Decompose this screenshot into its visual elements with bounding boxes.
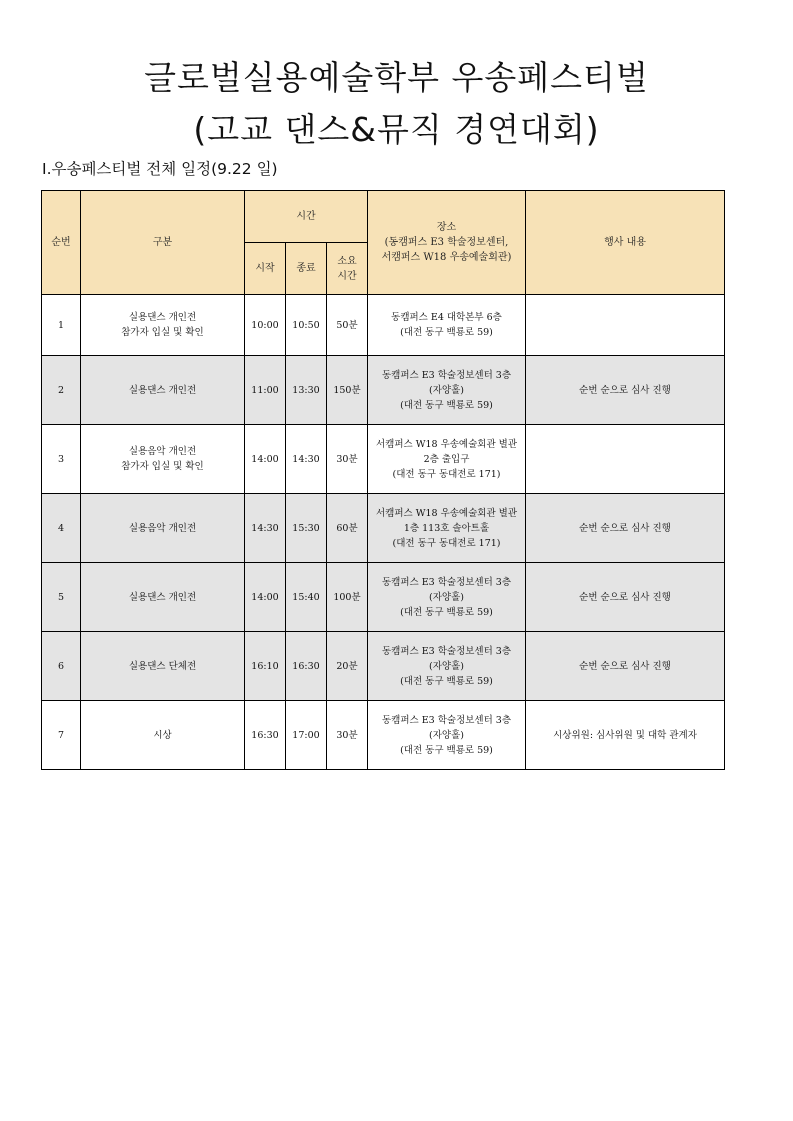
cell-duration: 60분 — [327, 494, 368, 563]
place-line: (자양홀) — [429, 729, 464, 741]
place-line: 서캠퍼스 W18 우송예술회관 별관 — [375, 438, 518, 450]
cell-duration: 50분 — [327, 295, 368, 356]
cell-place — [368, 701, 526, 770]
place-line: (대전 동구 백룡로 59) — [400, 744, 493, 756]
header-content: 행사 내용 — [526, 191, 725, 295]
cell-content — [526, 295, 725, 356]
place-line: (대전 동구 백룡로 59) — [400, 675, 493, 687]
cell-no: 1 — [42, 295, 81, 356]
cell-no: 3 — [42, 425, 81, 494]
table-row — [42, 563, 725, 632]
cell-content: 순번 순으로 심사 진행 — [526, 356, 725, 425]
cell-end: 15:40 — [286, 563, 327, 632]
place-line: (자양홀) — [429, 591, 464, 603]
cell-duration: 20분 — [327, 632, 368, 701]
cell-place — [368, 632, 526, 701]
place-line: (대전 동구 동대전로 171) — [392, 468, 501, 480]
cell-no: 4 — [42, 494, 81, 563]
cell-place — [368, 425, 526, 494]
header-duration — [327, 243, 368, 295]
section-heading: Ⅰ.우송페스티벌 전체 일정(9.22 일) — [42, 160, 278, 178]
cell-place — [368, 356, 526, 425]
cell-end: 14:30 — [286, 425, 327, 494]
cell-duration: 30분 — [327, 425, 368, 494]
header-start: 시작 — [245, 243, 286, 295]
header-place-line: (동캠퍼스 E3 학술정보센터, — [384, 237, 509, 248]
cell-start: 16:30 — [245, 701, 286, 770]
schedule-table-header — [42, 191, 725, 295]
cell-start: 14:00 — [245, 425, 286, 494]
place-line: 동캠퍼스 E3 학술정보센터 3층 — [381, 645, 512, 657]
place-line: (자양홀) — [429, 660, 464, 672]
category-line: 실용음악 개인전 — [128, 522, 197, 534]
cell-content: 순번 순으로 심사 진행 — [526, 632, 725, 701]
place-line: (대전 동구 백룡로 59) — [400, 606, 493, 618]
schedule-table-body — [42, 295, 725, 770]
cell-category — [81, 632, 245, 701]
cell-start: 14:00 — [245, 563, 286, 632]
category-line: 시상 — [153, 729, 172, 741]
cell-category — [81, 356, 245, 425]
table-row — [42, 356, 725, 425]
cell-place — [368, 494, 526, 563]
cell-content: 순번 순으로 심사 진행 — [526, 563, 725, 632]
table-row — [42, 425, 725, 494]
cell-duration: 30분 — [327, 701, 368, 770]
cell-no: 5 — [42, 563, 81, 632]
place-line: (대전 동구 백룡로 59) — [400, 399, 493, 411]
place-line: 2층 출입구 — [423, 453, 470, 465]
cell-end: 17:00 — [286, 701, 327, 770]
cell-end: 13:30 — [286, 356, 327, 425]
category-line: 실용댄스 개인전 — [128, 312, 197, 323]
cell-category — [81, 494, 245, 563]
category-line: 실용댄스 개인전 — [128, 384, 197, 396]
header-duration-line: 시간 — [337, 270, 357, 282]
cell-category — [81, 563, 245, 632]
cell-no: 6 — [42, 632, 81, 701]
cell-category — [81, 295, 245, 356]
place-line: 동캠퍼스 E3 학술정보센터 3층 — [381, 576, 512, 588]
cell-end: 10:50 — [286, 295, 327, 356]
place-line: 동캠퍼스 E3 학술정보센터 3층 — [381, 714, 512, 726]
place-line: (자양홀) — [429, 384, 464, 396]
header-place-line: 장소 — [436, 222, 457, 233]
cell-category — [81, 701, 245, 770]
cell-start: 14:30 — [245, 494, 286, 563]
category-line: 참가자 입실 및 확인 — [121, 461, 204, 472]
table-row — [42, 494, 725, 563]
schedule-table — [41, 190, 725, 770]
place-line: 동캠퍼스 E4 대학본부 6층 — [391, 312, 502, 323]
place-line: (대전 동구 동대전로 171) — [392, 537, 501, 549]
category-line: 실용댄스 개인전 — [128, 591, 197, 603]
header-place — [368, 191, 526, 295]
place-line: (대전 동구 백룡로 59) — [400, 327, 493, 338]
header-no: 순번 — [42, 191, 81, 295]
place-line: 동캠퍼스 E3 학술정보센터 3층 — [381, 369, 512, 381]
header-end: 종료 — [286, 243, 327, 295]
cell-place — [368, 295, 526, 356]
category-line: 실용댄스 단체전 — [128, 660, 197, 672]
header-place-line: 서캠퍼스 W18 우송예술회관) — [381, 252, 512, 263]
category-line: 참가자 입실 및 확인 — [121, 327, 204, 338]
cell-category — [81, 425, 245, 494]
header-duration-line: 소요 — [337, 255, 357, 267]
cell-no: 2 — [42, 356, 81, 425]
cell-no: 7 — [42, 701, 81, 770]
header-time: 시간 — [245, 191, 368, 243]
cell-end: 16:30 — [286, 632, 327, 701]
cell-start: 11:00 — [245, 356, 286, 425]
table-row — [42, 632, 725, 701]
table-row — [42, 701, 725, 770]
cell-duration: 150분 — [327, 356, 368, 425]
category-line: 실용음악 개인전 — [128, 446, 197, 457]
cell-content — [526, 425, 725, 494]
cell-place — [368, 563, 526, 632]
cell-end: 15:30 — [286, 494, 327, 563]
header-category: 구분 — [81, 191, 245, 295]
document-title-line-1: 글로벌실용예술학부 우송페스티벌 — [144, 58, 649, 97]
cell-duration: 100분 — [327, 563, 368, 632]
cell-start: 16:10 — [245, 632, 286, 701]
place-line: 서캠퍼스 W18 우송예술회관 별관 — [375, 507, 518, 519]
table-row — [42, 295, 725, 356]
cell-start: 10:00 — [245, 295, 286, 356]
document-title-line-2: (고교 댄스&뮤직 경연대회) — [193, 110, 600, 149]
cell-content: 순번 순으로 심사 진행 — [526, 494, 725, 563]
place-line: 1층 113호 솔아트홀 — [403, 522, 490, 534]
cell-content: 시상위원: 심사위원 및 대학 관계자 — [526, 701, 725, 770]
